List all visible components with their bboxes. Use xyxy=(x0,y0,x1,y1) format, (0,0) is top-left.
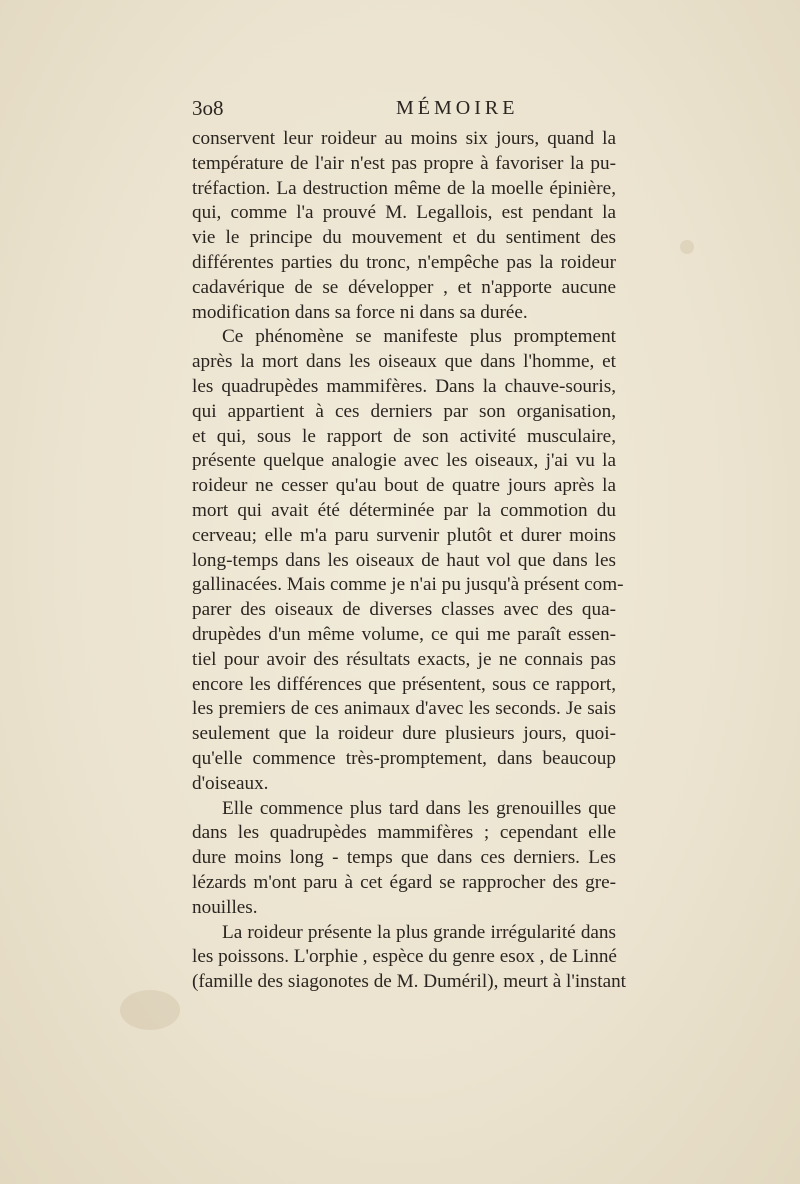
text-line: dure moins long - temps que dans ces derniers. Les xyxy=(192,847,616,869)
text-line: long-temps dans les oiseaux de haut vol que dans les xyxy=(192,549,616,571)
text-line: Elle commence plus tard dans les grenouilles que xyxy=(222,797,616,819)
text-line: drupèdes d'un même volume, ce qui me paraît essen- xyxy=(192,623,616,645)
text-line: qu'elle commence très-promptement, dans beaucoup xyxy=(192,747,616,769)
running-header xyxy=(192,96,612,120)
text-line: tréfaction. La destruction même de la moelle épinière, xyxy=(192,177,616,199)
text-line: cerveau; elle m'a paru survenir plutôt et durer moins xyxy=(192,524,616,546)
text-line: mort qui avait été déterminée par la commotion du xyxy=(192,499,616,521)
text-line: conservent leur roideur au moins six jours, quand la xyxy=(192,128,616,149)
text-line: les premiers de ces animaux d'avec les seconds. Je sais xyxy=(192,698,616,720)
text-line: encore les différences que présentent, sous ce rapport, xyxy=(192,673,616,695)
body-text xyxy=(192,127,627,995)
text-line: d'oiseaux. xyxy=(192,772,269,794)
paper-stain xyxy=(680,240,694,254)
text-line: les poissons. L'orphie , espèce du genre esox , de Linné xyxy=(192,946,617,968)
running-title: MÉMOIRE xyxy=(396,97,519,119)
text-line: nouilles. xyxy=(192,896,258,918)
text-line: dans les quadrupèdes mammifères ; cependant elle xyxy=(192,822,616,844)
text-line: gallinacées. Mais comme je n'ai pu jusqu'à présent com- xyxy=(192,574,624,596)
text-line: lézards m'ont paru à cet égard se rapprocher des gre- xyxy=(192,871,616,893)
text-line: qui appartient à ces derniers par son organisation, xyxy=(192,400,616,422)
text-line: roideur ne cesser qu'au bout de quatre jours après la xyxy=(192,475,616,497)
paper-stain xyxy=(120,990,180,1030)
text-line: et qui, sous le rapport de son activité musculaire, xyxy=(192,425,616,447)
text-line: La roideur présente la plus grande irrégularité dans xyxy=(222,921,616,943)
text-line: température de l'air n'est pas propre à favoriser la pu- xyxy=(192,152,616,174)
text-line: parer des oiseaux de diverses classes avec des qua- xyxy=(192,599,616,621)
text-line: Ce phénomène se manifeste plus promptement xyxy=(222,326,616,348)
text-line: qui, comme l'a prouvé M. Legallois, est pendant la xyxy=(192,202,616,224)
text-line: après la mort dans les oiseaux que dans l'homme, et xyxy=(192,351,616,373)
text-line: seulement que la roideur dure plusieurs jours, quoi- xyxy=(192,723,616,745)
text-line: vie le principe du mouvement et du sentiment des xyxy=(192,227,616,249)
text-line: les quadrupèdes mammifères. Dans la chauve-souris, xyxy=(192,375,616,397)
text-line: différentes parties du tronc, n'empêche pas la roideur xyxy=(192,251,616,273)
page-number: 3o8 xyxy=(192,96,224,120)
text-line: (famille des siagonotes de M. Duméril), meurt à l'instant xyxy=(192,971,627,993)
text-line: présente quelque analogie avec les oiseaux, j'ai vu la xyxy=(192,450,616,472)
text-line: cadavérique de se développer , et n'apporte aucune xyxy=(192,276,616,298)
text-line: modification dans sa force ni dans sa durée. xyxy=(192,301,528,323)
text-line: tiel pour avoir des résultats exacts, je ne connais pas xyxy=(192,648,616,670)
